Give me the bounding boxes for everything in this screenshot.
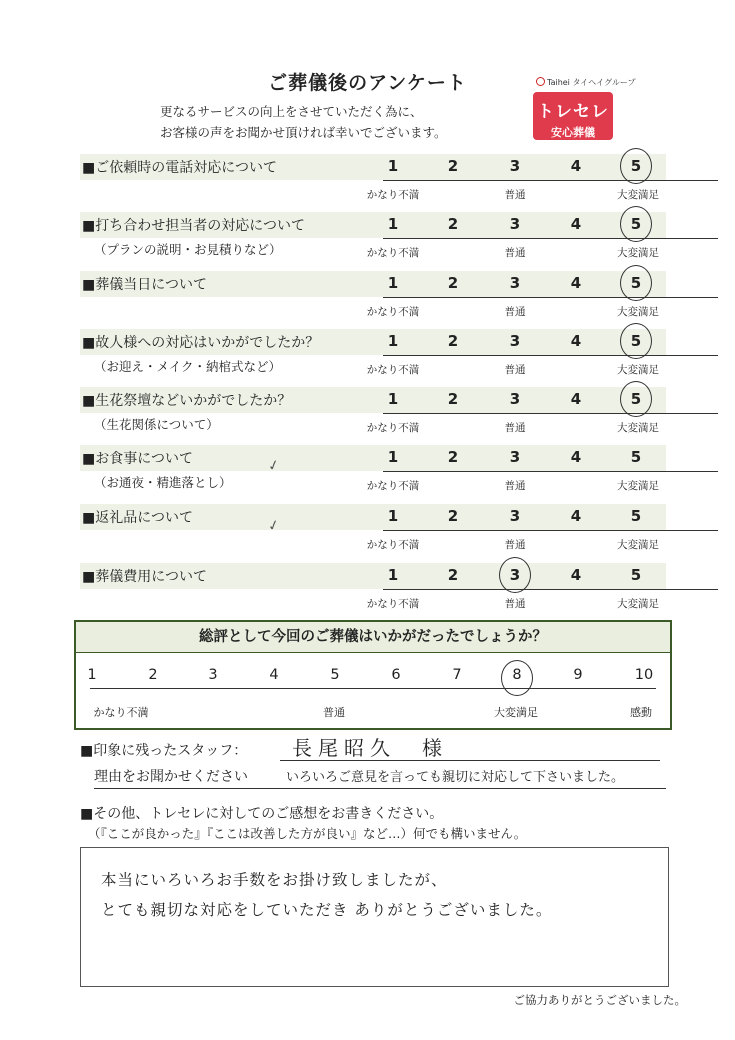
intro-text [160,101,447,143]
brand-logo-sub: 安心葬儀 [551,126,595,139]
scale-option[interactable]: 3 [509,566,521,584]
overall-option[interactable]: 4 [269,667,279,683]
scale-label: かなり不満 [366,306,420,318]
scale-label: 普通 [504,598,526,610]
brand-logo-main: トレセレ [537,102,609,122]
overall-option[interactable]: 9 [573,667,583,683]
scale-label: 普通 [504,539,526,551]
overall-label: 大変満足 [494,706,538,719]
scale-label: 大変満足 [617,422,659,434]
overall-option[interactable]: 2 [148,667,158,683]
brand-logo [533,92,613,140]
overall-option[interactable]: 5 [330,667,340,683]
scale-option[interactable]: 2 [447,566,459,584]
reason-label: 理由をお聞かせください [94,769,248,785]
selected-answer-circle [620,381,652,417]
scale-label: 大変満足 [617,247,659,259]
scale-option[interactable]: 3 [509,157,521,175]
scale-label: かなり不満 [366,364,420,376]
scale-option[interactable]: 4 [570,448,582,466]
selected-answer-circle [620,206,652,242]
scale-option[interactable]: 1 [387,566,399,584]
scale-option[interactable]: 4 [570,274,582,292]
scale-option[interactable]: 1 [387,448,399,466]
scale-option[interactable]: 1 [387,507,399,525]
scale-line [383,355,718,356]
scale-option[interactable]: 5 [630,390,642,408]
scale-label: かなり不満 [366,539,420,551]
thanks-text: ご協力ありがとうございました。 [513,993,686,1007]
group-logo-text: Taihei タイヘイグループ [547,78,636,87]
scale-option[interactable]: 4 [570,332,582,350]
staff-underline [280,760,660,761]
question-label: ■返礼品について [82,510,193,526]
selected-answer-circle [620,323,652,359]
scale-option[interactable]: 1 [387,274,399,292]
question-row [80,441,666,499]
staff-name-handwritten[interactable]: 長尾昭久 様 [292,736,448,760]
scale-label: 普通 [504,422,526,434]
selected-answer-circle [620,265,652,301]
scale-option[interactable]: 3 [509,507,521,525]
scale-option[interactable]: 2 [447,390,459,408]
comments-sub: （『ここが良かった』『ここは改善した方が良い』など…）何でも構いません。 [88,826,527,841]
scale-option[interactable]: 3 [509,215,521,233]
scale-option[interactable]: 3 [509,332,521,350]
group-logo [536,77,636,88]
comments-label: ■その他、トレセレに対してのご感想をお書きください。 [80,806,444,822]
scale-option[interactable]: 5 [630,507,642,525]
selected-answer-circle [499,557,531,593]
scale-option[interactable]: 2 [447,332,459,350]
scale-option[interactable]: 2 [447,448,459,466]
scale-label: かなり不満 [366,598,420,610]
scale-label: 普通 [504,247,526,259]
scale-option[interactable]: 5 [630,566,642,584]
scale-label: 大変満足 [617,364,659,376]
question-sub: （お迎え・メイク・納棺式など） [94,359,282,374]
comment-box[interactable] [80,847,669,987]
question-row [80,500,666,558]
overall-option[interactable]: 6 [391,667,401,683]
question-label: ■葬儀当日について [82,277,207,293]
scale-label: 普通 [504,480,526,492]
question-label: ■ご依頼時の電話対応について [82,160,277,176]
scale-option[interactable]: 4 [570,215,582,233]
overall-option[interactable]: 10 [634,667,654,683]
scale-option[interactable]: 3 [509,390,521,408]
question-row [80,150,666,208]
scale-label: かなり不満 [366,422,420,434]
scale-option[interactable]: 4 [570,390,582,408]
comment-line-2: とても親切な対応をしていただき ありがとうございました。 [101,901,553,919]
question-sub: （プランの説明・お見積りなど） [94,242,282,257]
page-title: ご葬儀後のアンケート [268,72,467,94]
question-row [80,325,666,383]
scale-option[interactable]: 2 [447,507,459,525]
overall-option[interactable]: 8 [512,667,522,683]
reason-handwritten[interactable]: いろいろご意見を言っても親切に対応して下さいました。 [286,770,625,785]
scale-label: かなり不満 [366,247,420,259]
question-label: ■お食事について [82,451,193,467]
scale-option[interactable]: 2 [447,215,459,233]
scale-line [383,297,718,298]
scale-line [383,471,718,472]
scale-option[interactable]: 5 [630,332,642,350]
overall-label: 普通 [323,706,345,719]
question-label: ■葬儀費用について [82,569,207,585]
scale-option[interactable]: 5 [630,274,642,292]
overall-heading: 総評として今回のご葬儀はいかがだったでしょうか？ [76,622,670,653]
question-sub: （生花関係について） [94,417,219,432]
scale-option[interactable]: 2 [447,157,459,175]
scale-label: かなり不満 [366,189,420,201]
question-row [80,208,666,266]
scale-option[interactable]: 5 [630,215,642,233]
scale-option[interactable]: 3 [509,274,521,292]
scale-option[interactable]: 1 [387,215,399,233]
group-mark-icon [536,77,545,86]
overall-rating-box [74,620,672,730]
scale-option[interactable]: 3 [509,448,521,466]
scale-option[interactable]: 5 [630,448,642,466]
question-label: ■故人様への対応はいかがでしたか？ [82,335,320,351]
overall-scale-line [90,688,656,689]
scale-line [383,589,718,590]
scale-label: 大変満足 [617,539,659,551]
intro-line-2: お客様の声をお聞かせ頂ければ幸いでございます。 [160,125,447,140]
scale-label: 大変満足 [617,306,659,318]
scale-line [383,180,718,181]
overall-label: かなり不満 [93,706,149,719]
scale-line [383,413,718,414]
scale-label: 普通 [504,306,526,318]
scale-line [383,530,718,531]
staff-label: ■印象に残ったスタッフ： [80,743,248,759]
scale-label: 大変満足 [617,480,659,492]
scale-option[interactable]: 1 [387,157,399,175]
selected-answer-circle [620,148,652,184]
intro-line-1: 更なるサービスの向上をさせていただく為に、 [160,104,423,119]
comment-line-1: 本当にいろいろお手数をお掛け致しましたが、 [101,871,448,889]
checkmark-icon: ✓ [266,456,282,476]
scale-option[interactable]: 1 [387,332,399,350]
overall-option[interactable]: 1 [87,667,97,683]
overall-option[interactable]: 7 [452,667,462,683]
scale-option[interactable]: 1 [387,390,399,408]
scale-line [383,238,718,239]
scale-option[interactable]: 4 [570,566,582,584]
question-row [80,559,666,617]
reason-underline [94,788,666,789]
scale-label: かなり不満 [366,480,420,492]
scale-label: 普通 [504,364,526,376]
scale-option[interactable]: 4 [570,157,582,175]
scale-option[interactable]: 5 [630,157,642,175]
scale-option[interactable]: 2 [447,274,459,292]
question-sub: （お通夜・精進落とし） [94,475,232,490]
scale-label: 大変満足 [617,598,659,610]
checkmark-icon: ✓ [266,516,282,536]
overall-label: 感動 [630,706,652,719]
question-label: ■生花祭壇などいかがでしたか？ [82,393,292,409]
overall-option[interactable]: 3 [208,667,218,683]
question-row [80,267,666,325]
question-label: ■打ち合わせ担当者の対応について [82,218,305,234]
scale-option[interactable]: 4 [570,507,582,525]
scale-label: 大変満足 [617,189,659,201]
overall-selected-circle [501,660,533,696]
question-row [80,383,666,441]
scale-label: 普通 [504,189,526,201]
